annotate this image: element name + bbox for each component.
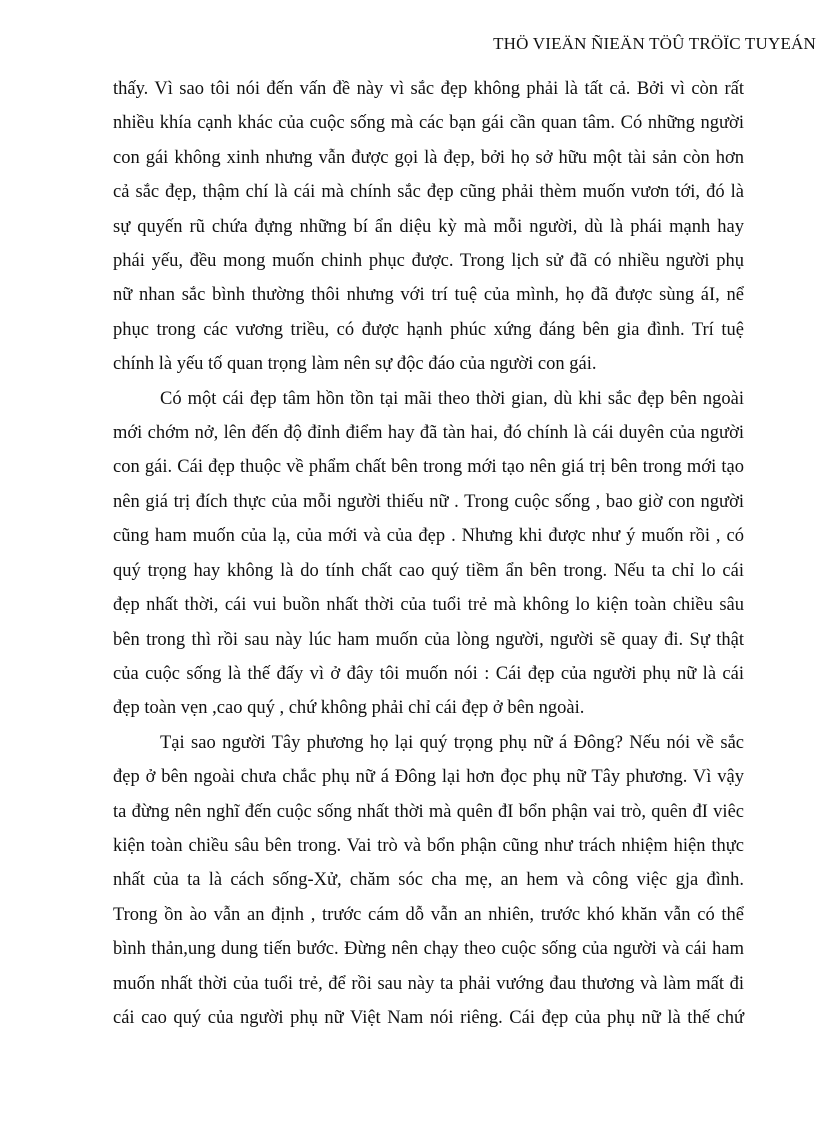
text-line: mới chớm nở, lên đến độ đỉnh điểm hay đã tàn hai, đó chính là cái duyên của người — [113, 423, 744, 444]
text-line: muốn nhất thời của tuổi trẻ, để rồi sau này ta phải vướng đau thương và làm mất đi — [113, 973, 744, 994]
text-line: nhiều khía cạnh khác của cuộc sống mà các bạn gái cần quan tâm. Có những người — [113, 113, 744, 134]
text-line: nhất của ta là cách sống-Xử, chăm sóc cha mẹ, an hem và công việc gja đình. — [113, 870, 744, 891]
text-line: sự quyến rũ chứa đựng những bí ẩn diệu kỳ mà mỗi người, dù là phái mạnh hay — [113, 216, 744, 237]
paragraph-3 — [113, 726, 744, 1036]
text-line: bình thản,ung dung tiến bước. Đừng nên chạy theo cuộc sống của người và cái ham — [113, 939, 744, 960]
text-line: cũng ham muốn của lạ, của mới và của đẹp . Nhưng khi được như ý muốn rồi , có — [113, 526, 744, 547]
text-line: nữ nhan sắc bình thường thôi nhưng với trí tuệ của mình, họ đã được sùng áI, nể — [113, 285, 744, 306]
text-line: chính là yếu tố quan trọng làm nên sự độc đáo của người con gái. — [113, 354, 597, 375]
text-line: quý trọng hay không là do tính chất cao quý tiềm ẩn bên trong. Nếu ta chỉ lo cái — [113, 560, 744, 581]
document-body — [113, 72, 744, 1035]
text-line: đẹp ở bên ngoài chưa chắc phụ nữ á Đông lại hơn đọc phụ nữ Tây phương. Vì vậy — [113, 767, 744, 788]
text-line: bên trong thì rồi sau này lúc ham muốn của lòng người, người sẽ quay đi. Sự thật — [113, 629, 744, 650]
paragraph-2 — [113, 382, 744, 726]
text-line: thấy. Vì sao tôi nói đến vấn đề này vì sắc đẹp không phải là tất cả. Bởi vì còn rất — [113, 79, 744, 99]
text-line: của cuộc sống là thế đấy vì ở đây tôi muốn nói : Cái đẹp của người phụ nữ là cái — [113, 663, 744, 684]
running-header: THÖ VIEÄN ÑIEÄN TÖÛ TRÖÏC TUYEÁN — [493, 34, 816, 53]
text-line: kiện toàn chiều sâu bên trong. Vai trò và bổn phận cũng như trách nhiệm hiện thực — [113, 835, 744, 856]
text-line: nên giá trị đích thực của mỗi người thiếu nữ . Trong cuộc sống , bao giờ con người — [113, 491, 744, 512]
paragraph-1 — [113, 72, 744, 382]
text-line: Có một cái đẹp tâm hồn tồn tại mãi theo thời gian, dù khi sắc đẹp bên ngoài — [160, 388, 744, 409]
text-line: cái cao quý của người phụ nữ Việt Nam nói riêng. Cái đẹp của phụ nữ là thế chứ — [113, 1007, 744, 1028]
text-line: đẹp nhất thời, cái vui buồn nhất thời của tuổi trẻ mà không lo kiện toàn chiều sâu — [113, 595, 744, 616]
text-line: con gái. Cái đẹp thuộc về phẩm chất bên trong mới tạo nên giá trị bên trong mới tạo — [113, 457, 744, 478]
text-line: con gái không xinh nhưng vẫn được gọi là đẹp, bởi họ sở hữu một tài sản còn hơn — [113, 147, 744, 168]
text-line: đẹp toàn vẹn ,cao quý , chứ không phải chỉ cái đẹp ở bên ngoài. — [113, 698, 585, 719]
text-line: Tại sao người Tây phương họ lại quý trọng phụ nữ á Đông? Nếu nói về sắc — [160, 732, 744, 753]
text-line: cả sắc đẹp, thậm chí là cái mà chính sắc đẹp cũng phải thèm muốn vươn tới, đó là — [113, 182, 744, 203]
text-line: Trong ồn ào vẫn an định , trước cám dỗ vẫn an nhiên, trước khó khăn vẫn có thể — [113, 904, 744, 925]
text-line: phái yếu, đều mong muốn chinh phục được. Trong lịch sử đã có nhiều người phụ — [113, 251, 744, 272]
text-line: phục trong các vương triều, có được hạnh phúc xứng đáng bên gia đình. Trí tuệ — [113, 319, 744, 340]
text-line: ta đừng nên nghĩ đến cuộc sống nhất thời mà quên đI bổn phận vai trò, quên đI viêc — [113, 801, 744, 822]
